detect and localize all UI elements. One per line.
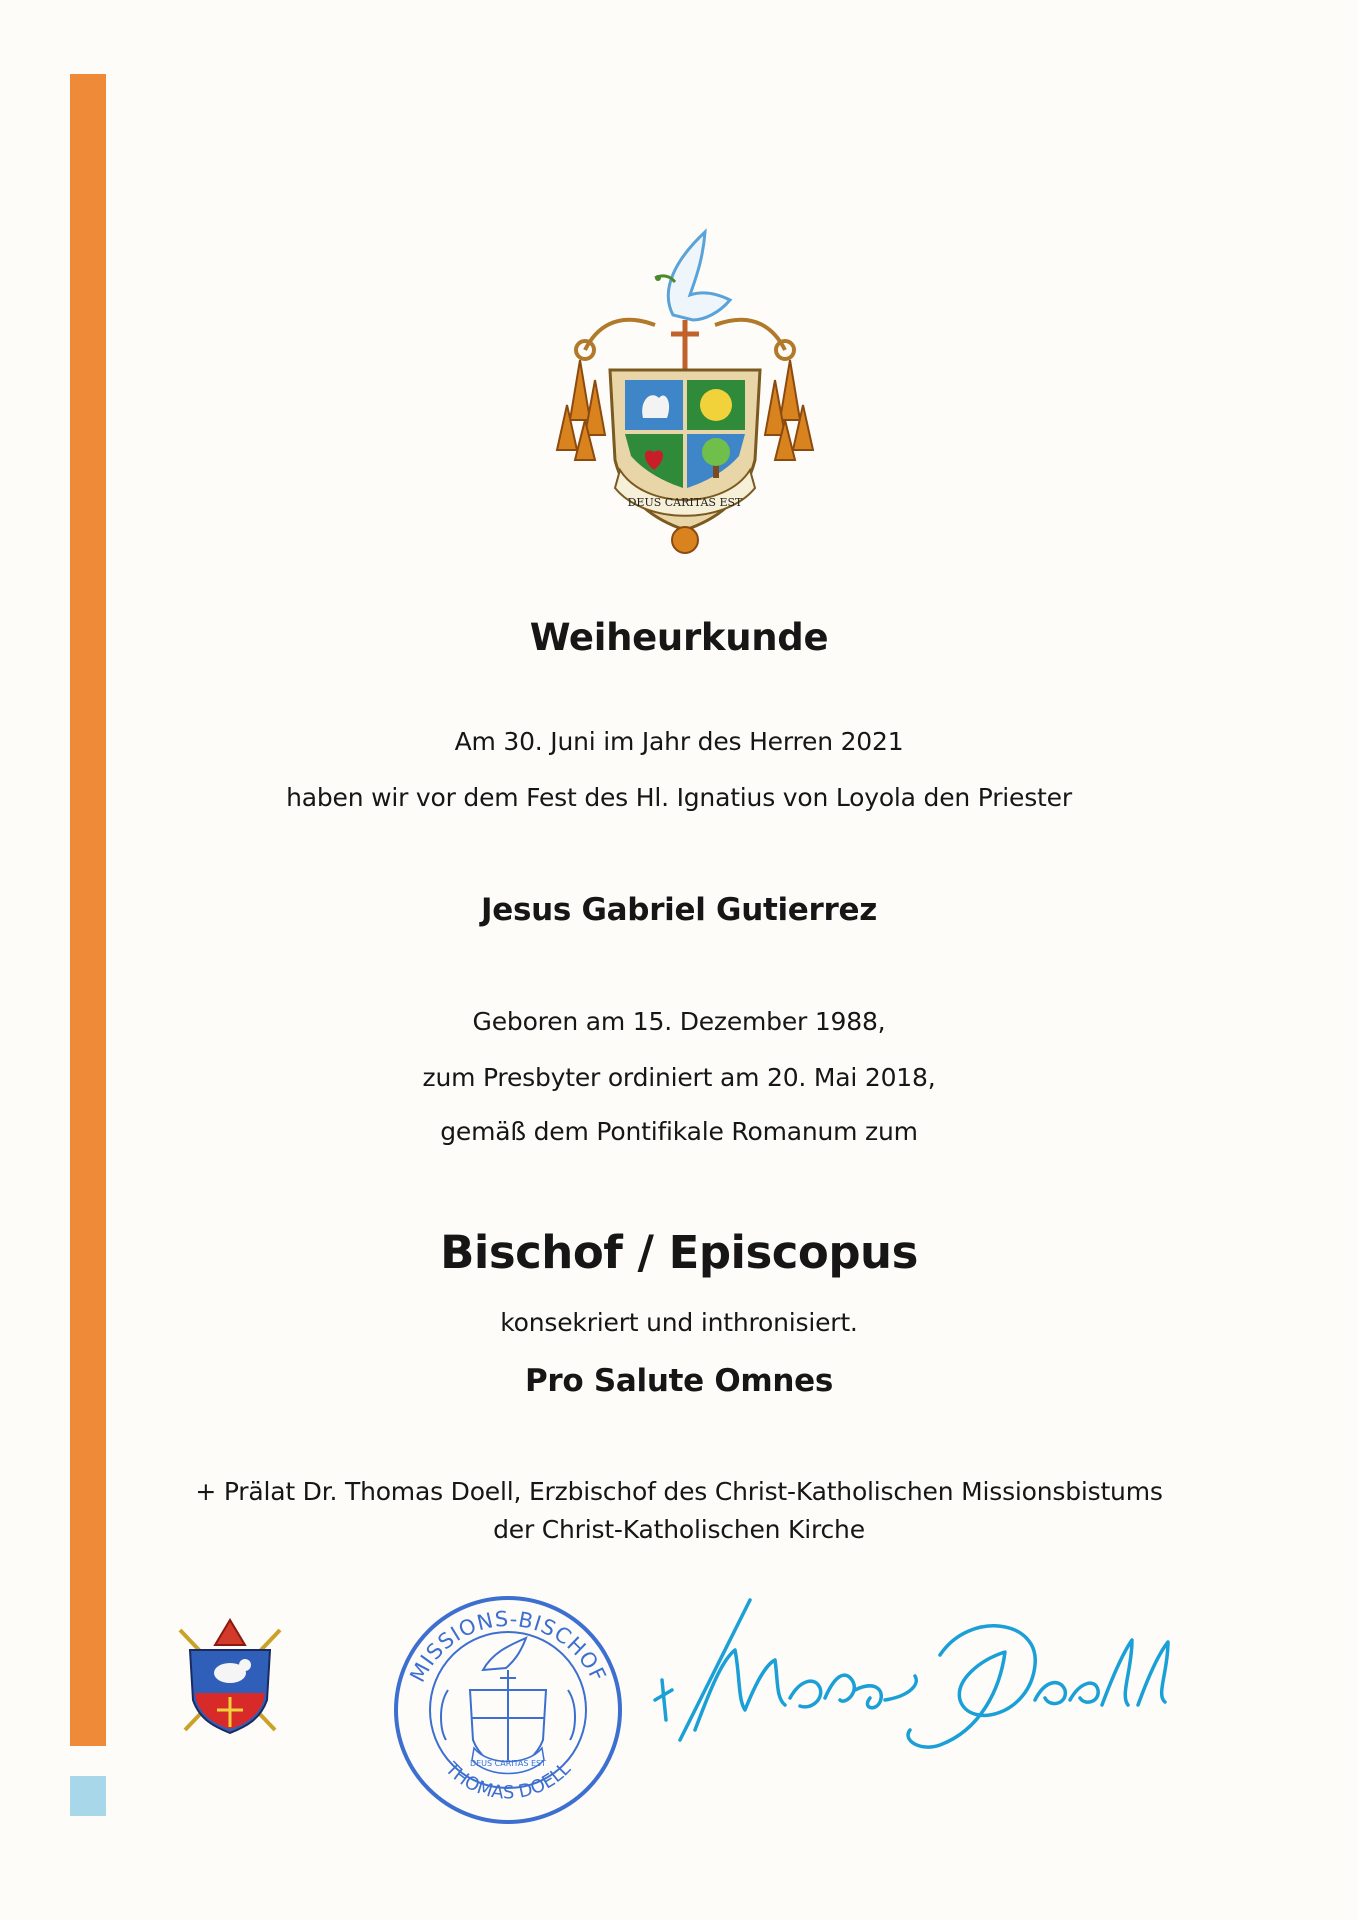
blue-marker-square — [70, 1776, 106, 1816]
intro-line: haben wir vor dem Fest des Hl. Ignatius von Loyola den Priester — [286, 783, 1072, 812]
mitre-icon — [215, 1620, 245, 1645]
rite-line: gemäß dem Pontifikale Romanum zum — [440, 1117, 918, 1146]
dove-icon — [655, 232, 730, 320]
left-tassels — [557, 360, 605, 460]
small-coat-of-arms — [165, 1615, 295, 1745]
signatory-line-1: + Prälat Dr. Thomas Doell, Erzbischof des Christ-Katholischen Missionsbistums — [195, 1477, 1163, 1506]
stamp-ribbon-text: DEUS CARITAS EST — [469, 1759, 547, 1768]
certificate-title: Weiheurkunde — [529, 616, 829, 659]
recipient-name: Jesus Gabriel Gutierrez — [481, 892, 877, 928]
rank-title: Bischof / Episcopus — [440, 1226, 918, 1279]
archbishop-signature — [640, 1580, 1200, 1800]
stamp-bottom-text: THOMAS DOELL — [441, 1758, 575, 1804]
birth-line: Geboren am 15. Dezember 1988, — [472, 1007, 886, 1036]
date-line: Am 30. Juni im Jahr des Herren 2021 — [454, 727, 904, 756]
hare-icon — [642, 395, 669, 418]
cross-icon — [671, 320, 699, 370]
crest-motto-ribbon: DEUS CARITAS EST — [627, 496, 743, 509]
motto-text: Pro Salute Omnes — [524, 1363, 834, 1399]
episcopal-stamp — [388, 1590, 628, 1830]
signatory-line-2: der Christ-Katholischen Kirche — [493, 1515, 865, 1544]
coat-of-arms-emblem — [555, 220, 815, 560]
consecration-line: konsekriert und inthronisiert. — [500, 1308, 858, 1337]
stamp-top-text: MISSIONS-BISCHOF — [405, 1606, 611, 1687]
ordination-line: zum Presbyter ordiniert am 20. Mai 2018, — [422, 1063, 936, 1092]
right-tassels — [765, 360, 813, 460]
